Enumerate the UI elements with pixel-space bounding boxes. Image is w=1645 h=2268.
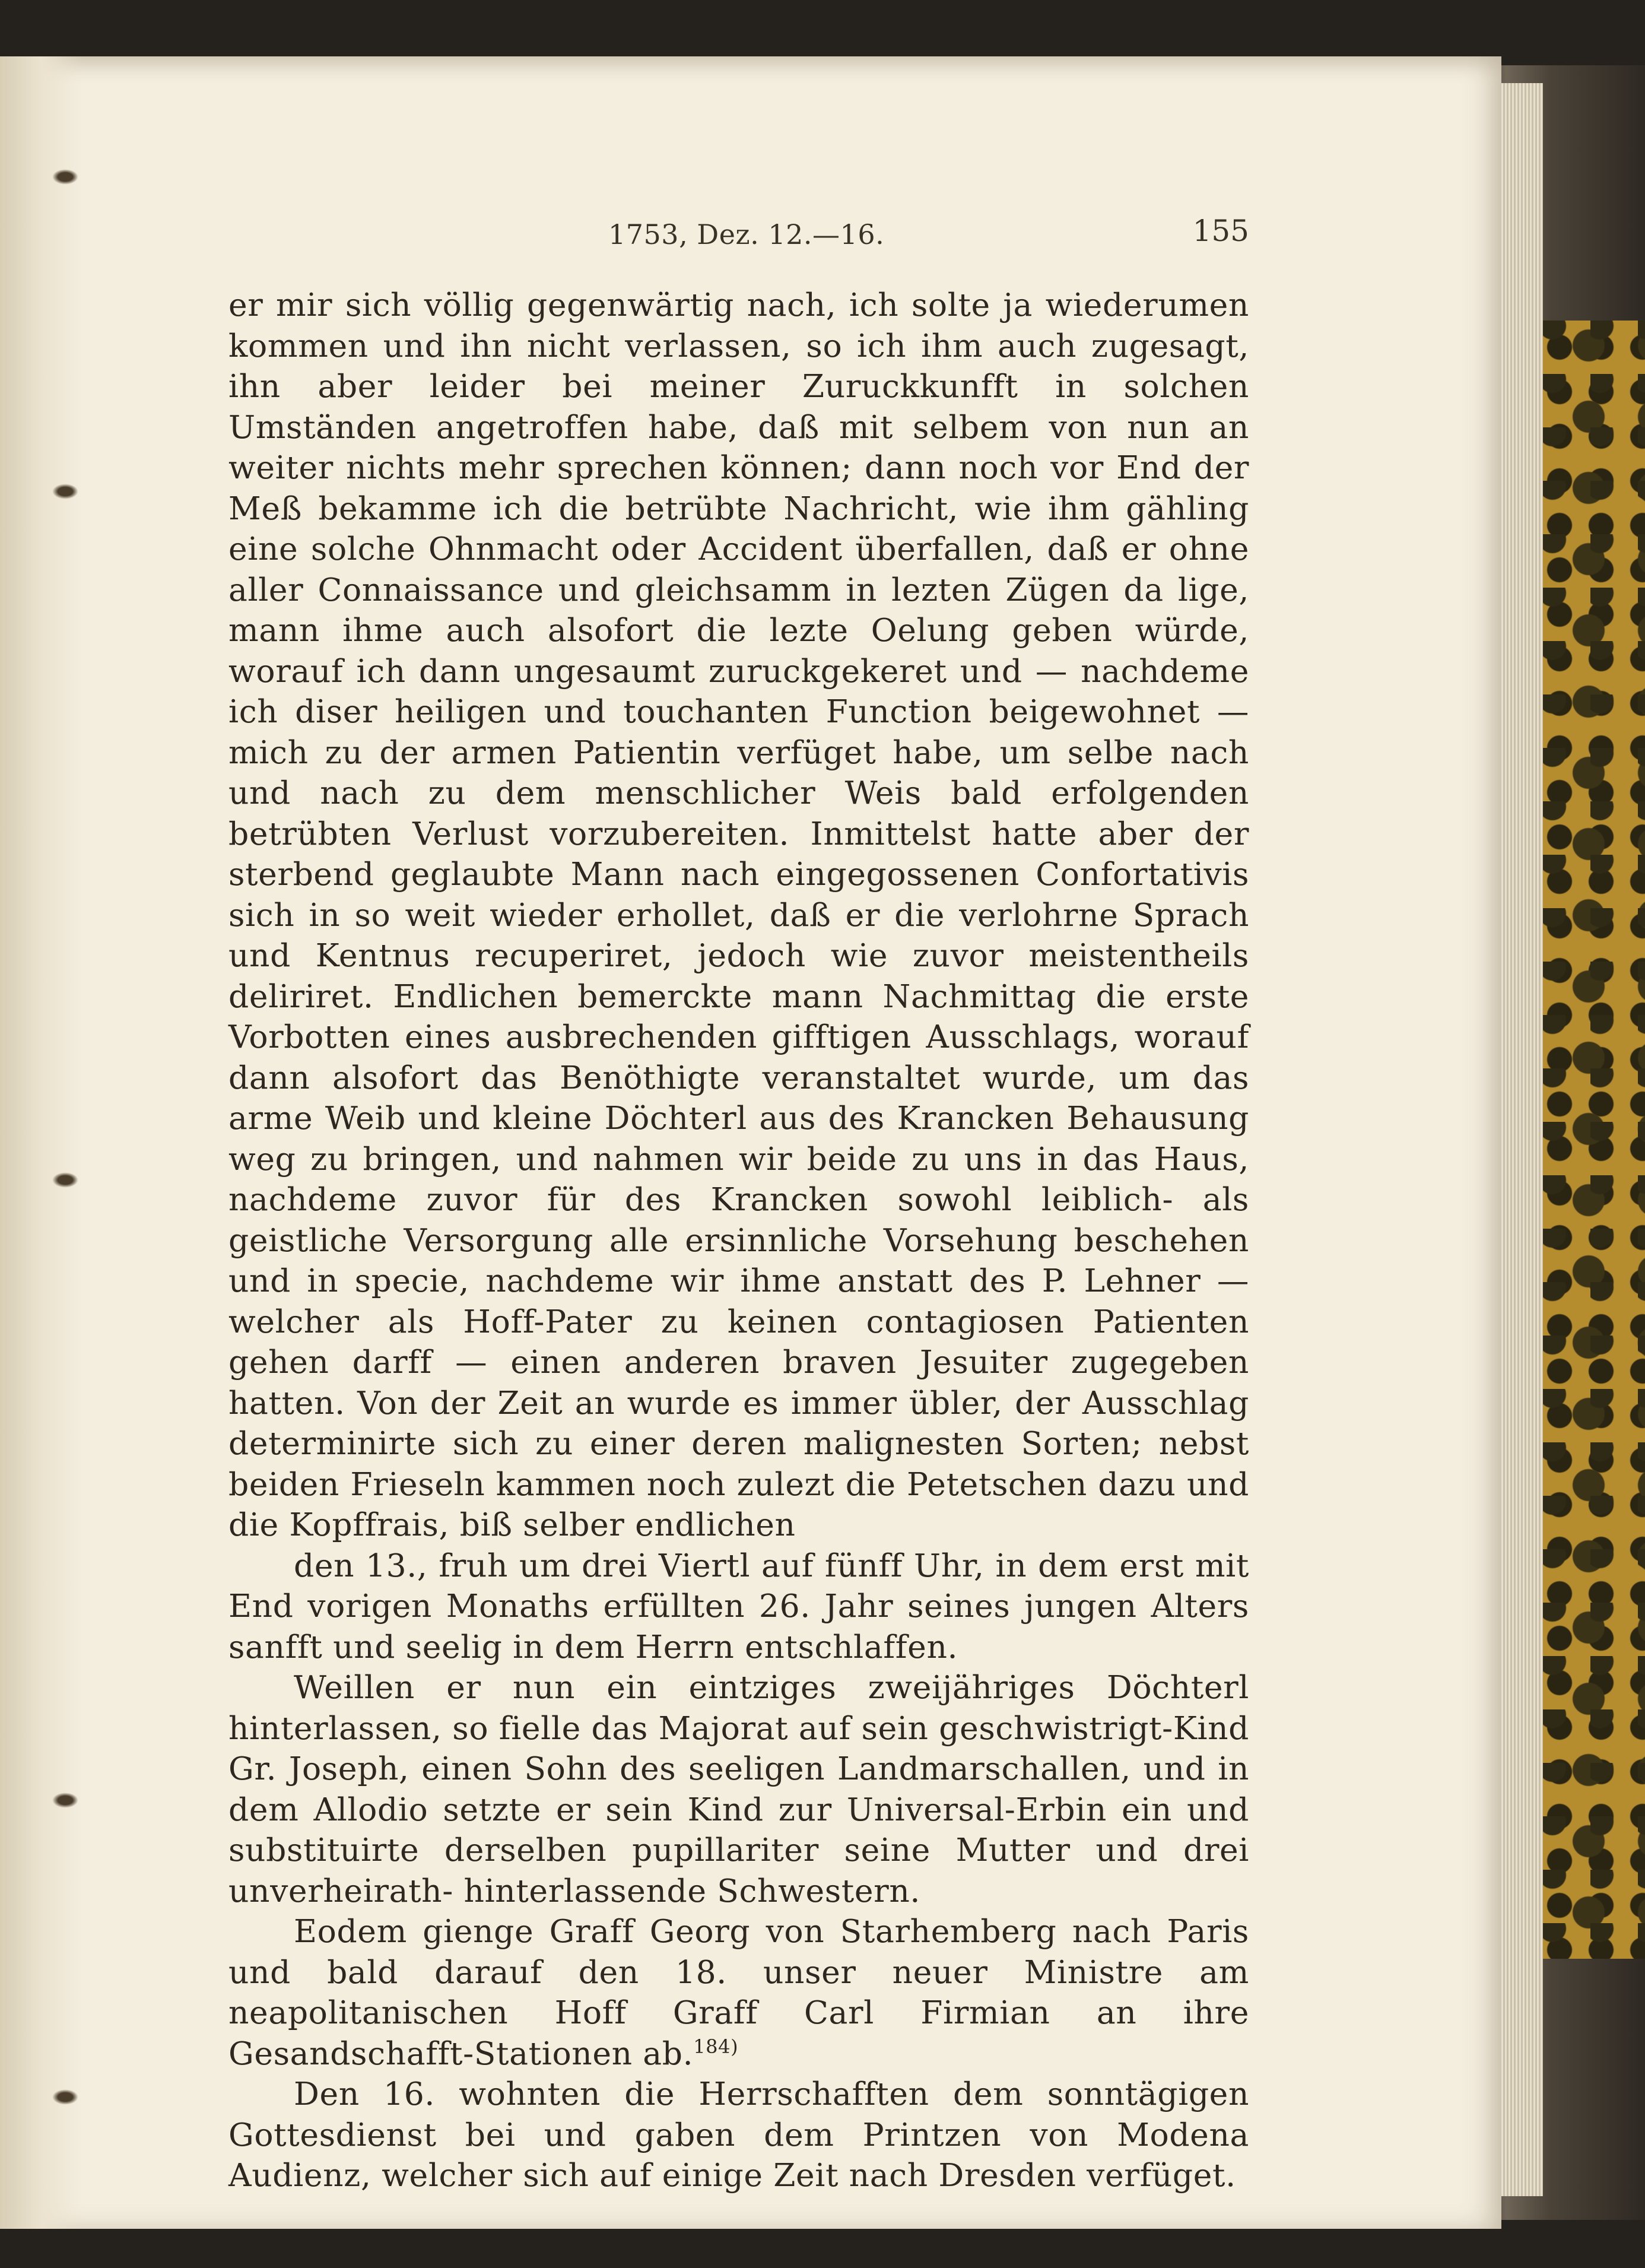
paragraph: Weillen er nun ein eintziges zweijähriges Döchterl hinterlassen, so fielle das Majorat auf sein geschwistrigt-Kind Gr. Joseph, einen Sohn des seeligen Landmarschallen, und in dem Allodio setzte er sein Kind zur Universal-Erbin ein und substituirte derselben pupillariter seine Mutter und drei unverheirath- hinterlassende Schwestern. (228, 1669, 1249, 1909)
binding-thread (52, 1172, 78, 1188)
page-number: 155 (1192, 214, 1249, 248)
paragraph: Den 16. wohnten die Herrschafften dem sonntägigen Gottesdienst bei und gaben dem Printzen von Modena Audienz, welcher sich auf einige Zeit nach Dresden verfüget. (228, 2075, 1249, 2194)
body-text (228, 285, 1249, 2196)
running-head: 1753, Dez. 12.—16. (608, 218, 885, 250)
binding-thread (52, 484, 78, 499)
footnote-reference: 184) (693, 2035, 739, 2058)
paragraph (228, 1911, 1249, 2074)
marbled-cover (1543, 321, 1645, 1959)
paragraph: er mir sich völlig gegenwärtig nach, ich solte ja wiederumen kommen und ihn nicht verlassen, so ich ihm auch zugesagt, ihn aber leider bei meiner Zuruckkunfft in solchen Umständen angetroffen habe, daß mit selbem von nun an weiter nichts mehr sprechen können; dann noch vor End der Meß bekamme ich die betrübte Nachricht, wie ihm gähling eine solche Ohnmacht oder Accident überfallen, daß er ohne aller Connaissance und gleichsamm in lezten Zügen da lige, mann ihme auch alsofort die lezte Oelung geben würde, worauf ich dann ungesaumt zuruckgekeret und — nachdeme ich diser heiligen und touchanten Function beigewohnet — mich zu der armen Patientin verfüget habe, um selbe nach und nach zu dem menschlicher Weis bald erfolgenden betrübten Verlust vorzubereiten. Inmittelst hatte aber der sterbend geglaubte Mann nach eingegossenen Confortativis sich in so weit wieder erhollet, daß er die verlohrne Sprach und Kentnus recuperiret, jedoch wie zuvor meistentheils deliriret. Endlichen bemerckte mann Nachmittag die erste Vorbotten eines ausbrechenden gifftigen Ausschlags, worauf dann alsofort das Benöthigte veranstaltet wurde, um das arme Weib und kleine Döchterl aus des Krancken Behausung weg zu bringen, und nahmen wir beide zu uns in das Haus, nachdeme zuvor für des Krancken sowohl leiblich- als geistliche Versorgung alle ersinnliche Vorsehung beschehen und in specie, nachdeme wir ihme anstatt des P. Lehner — welcher als Hoff-Pater zu keinen contagiosen Patienten gehen darff — einen anderen braven Jesuiter zugegeben hatten. Von der Zeit an wurde es immer übler, der Ausschlag determinirte sich zu einer deren malignesten Sorten; nebst beiden Frieseln kammen noch zulezt die Petetschen dazu und die Kopffrais, biß selber endlichen (228, 286, 1249, 1543)
binding-thread (52, 2089, 78, 2105)
binding-thread (52, 1793, 78, 1808)
page-header (228, 214, 1249, 255)
page-gutter (0, 56, 83, 2229)
paragraph: den 13., fruh um drei Viertl auf fünff Uhr, in dem erst mit End vorigen Monaths erfüllten 26. Jahr seines jungen Alters sanfft und seelig in dem Herrn entschlaffen. (228, 1546, 1249, 1666)
binding-thread (52, 169, 78, 185)
paragraph-text: Eodem gienge Graff Georg von Starhemberg nach Paris und bald darauf den 18. unser neuer Ministre am neapolitanischen Hoff Graff Carl Firmian an ihre Gesandschafft-Stationen ab. (228, 1912, 1249, 2072)
